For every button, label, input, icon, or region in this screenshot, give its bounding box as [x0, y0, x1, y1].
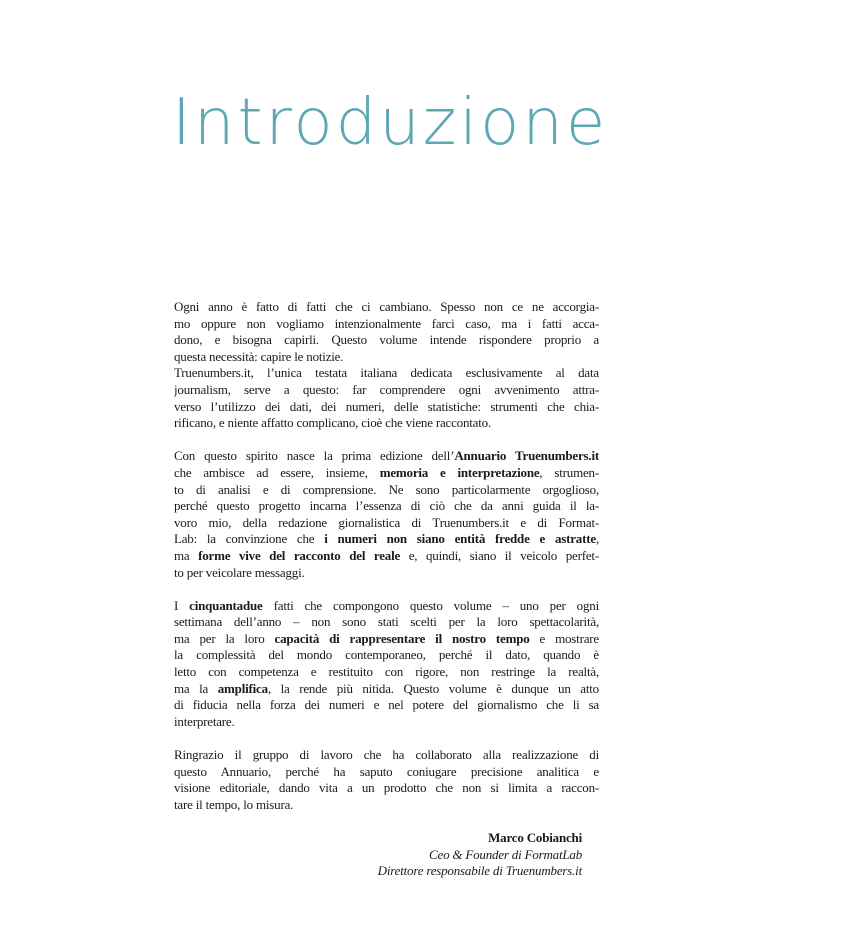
page-title: Introduzione [172, 86, 609, 160]
text-line: ma per la loro capacità di rappresentare il nostro tempo e mostrare [174, 630, 599, 646]
text-line: verso l’utilizzo dei dati, dei numeri, delle statistiche: strumenti che chia- [174, 398, 599, 414]
text-line: Ringrazio il gruppo di lavoro che ha collaborato alla realizzazione di [174, 747, 599, 763]
body-text [174, 299, 599, 880]
text-line: questo Annuario, perché ha saputo coniugare precisione analitica e [174, 763, 599, 779]
text-line: la complessità del mondo contemporaneo, perché il dato, quando è [174, 647, 599, 663]
text-line: dono, e bisogna capirli. Questo volume intende rispondere proprio a [174, 332, 599, 348]
text-line: to di analisi e di comprensione. Ne sono particolarmente orgoglioso, [174, 481, 599, 497]
text-line: rificano, e niente affatto complicano, cioè che viene raccontato. [174, 415, 492, 431]
signature-name: Marco Cobianchi [488, 830, 582, 845]
text-line: journalism, serve a questo: far comprendere ogni avvenimento attra- [174, 381, 599, 397]
text-line: voro mio, della redazione giornalistica di Truenumbers.it e di Format- [174, 514, 599, 530]
text-line: questa necessità: capire le notizie. [174, 348, 344, 364]
text-line: ma la amplifica, la rende più nitida. Questo volume è dunque un atto [174, 680, 599, 696]
text-line: letto con competenza e restituito con rigore, non restringe la realtà, [174, 664, 599, 680]
text-line: interpretare. [174, 713, 235, 729]
text-line: ma forme vive del racconto del reale e, quindi, siano il veicolo perfet- [174, 547, 599, 563]
text-line: I cinquantadue fatti che compongono questo volume – uno per ogni [174, 597, 599, 613]
text-line: settimana dell’anno – non sono stati scelti per la loro spettacolarità, [174, 614, 599, 630]
text-line: di fiducia nella forza dei numeri e nel potere del giornalismo che li sa [174, 697, 599, 713]
text-line: Truenumbers.it, l’unica testata italiana dedicata esclusivamente al data [174, 365, 599, 381]
signature-role-2: Direttore responsabile di Truenumbers.it [377, 863, 582, 879]
text-line: Lab: la convinzione che i numeri non siano entità fredde e astratte, [174, 531, 599, 547]
paragraph [174, 448, 599, 581]
paragraph [174, 598, 599, 731]
paragraph [174, 747, 599, 813]
text-line: Ogni anno è fatto di fatti che ci cambiano. Spesso non ce ne accorgia- [174, 299, 599, 314]
text-line: mo oppure non vogliamo intenzionalmente farci caso, ma i fatti acca- [174, 315, 599, 331]
text-line: Con questo spirito nasce la prima edizione dell’Annuario Truenumbers.it [174, 448, 599, 464]
text-line: tare il tempo, lo misura. [174, 796, 294, 812]
paragraph [174, 299, 599, 432]
signature-role-1: Ceo & Founder di FormatLab [429, 846, 582, 862]
text-line: perché questo progetto incarna l’essenza di ciò che da anni guida il la- [174, 498, 599, 514]
text-line: che ambisce ad essere, insieme, memoria e interpretazione, strumen- [174, 464, 599, 480]
text-line: visione editoriale, dando vita a un prodotto che non si limita a raccon- [174, 780, 599, 796]
text-line: to per veicolare messaggi. [174, 564, 305, 580]
signature-block [174, 830, 599, 880]
